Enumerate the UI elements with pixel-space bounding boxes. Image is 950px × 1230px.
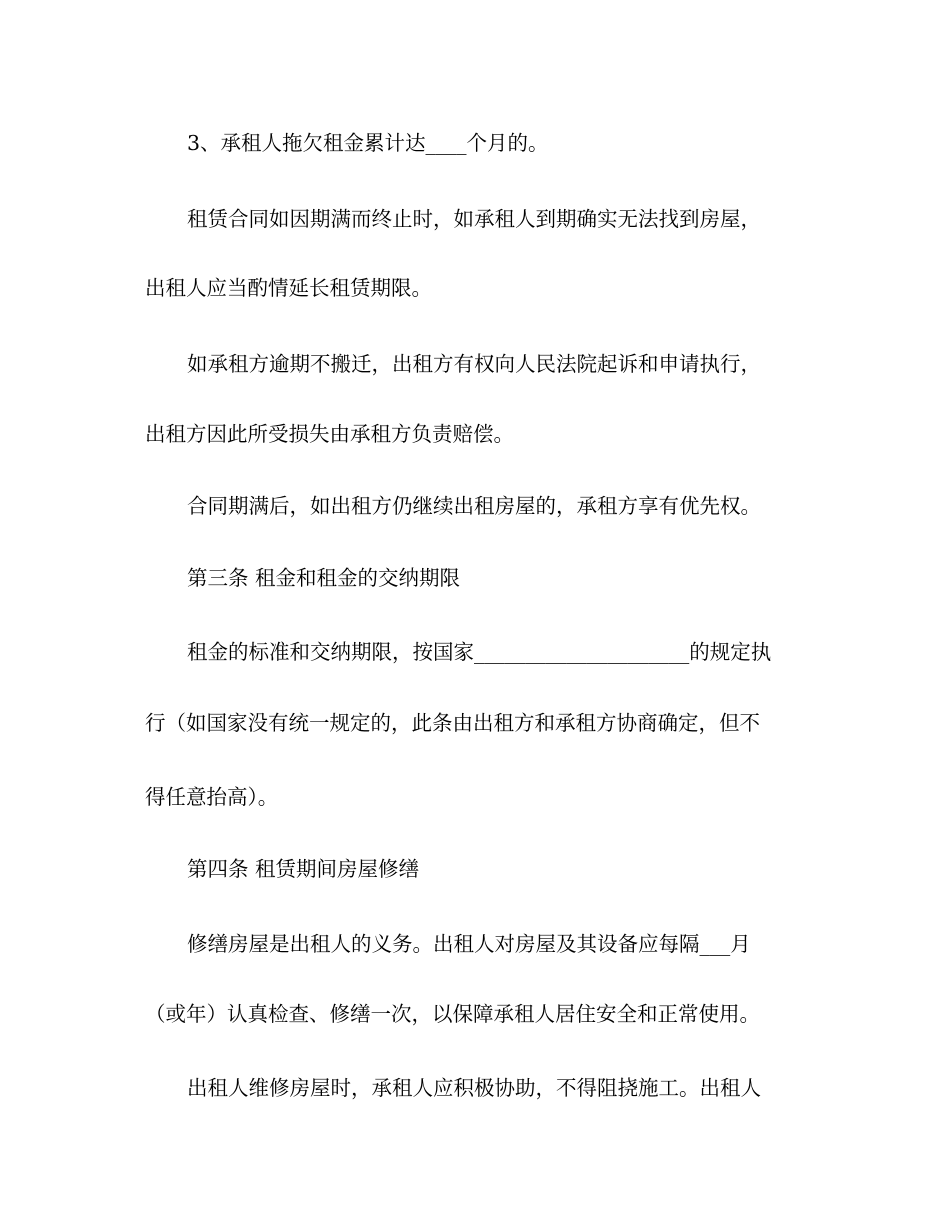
section-heading-article-3: 第三条 租金和租金的交纳期限 — [187, 566, 461, 590]
text-line-5: 出租方因此所受损失由承租方负责赔偿。 — [145, 422, 514, 446]
text-line-1: 3、承租人拖欠租金累计达____个月的。 — [187, 131, 549, 155]
text-line-9: 行（如国家没有统一规定的，此条由出租方和承租方协商确定，但不 — [145, 711, 760, 735]
text-line-10: 得任意抬高）。 — [145, 785, 279, 809]
text-line-14: 出租人维修房屋时，承租人应积极协助，不得阻挠施工。出租人 — [187, 1076, 761, 1100]
text-line-13: （或年）认真检查、修缮一次，以保障承租人居住安全和正常使用。 — [145, 1002, 760, 1026]
text-line-6: 合同期满后，如出租方仍继续出租房屋的，承租方享有优先权。 — [187, 494, 761, 518]
text-line-3: 出租人应当酌情延长租赁期限。 — [145, 276, 432, 300]
text-line-4: 如承租方逾期不搬迁，出租方有权向人民法院起诉和申请执行， — [187, 352, 761, 376]
text-line-12: 修缮房屋是出租人的义务。出租人对房屋及其设备应每隔___月 — [187, 932, 751, 956]
text-line-2: 租赁合同如因期满而终止时，如承租人到期确实无法找到房屋， — [187, 207, 761, 231]
text-line-8: 租金的标准和交纳期限，按国家_____________________的规定执 — [187, 640, 772, 664]
section-heading-article-4: 第四条 租赁期间房屋修缮 — [187, 857, 420, 881]
